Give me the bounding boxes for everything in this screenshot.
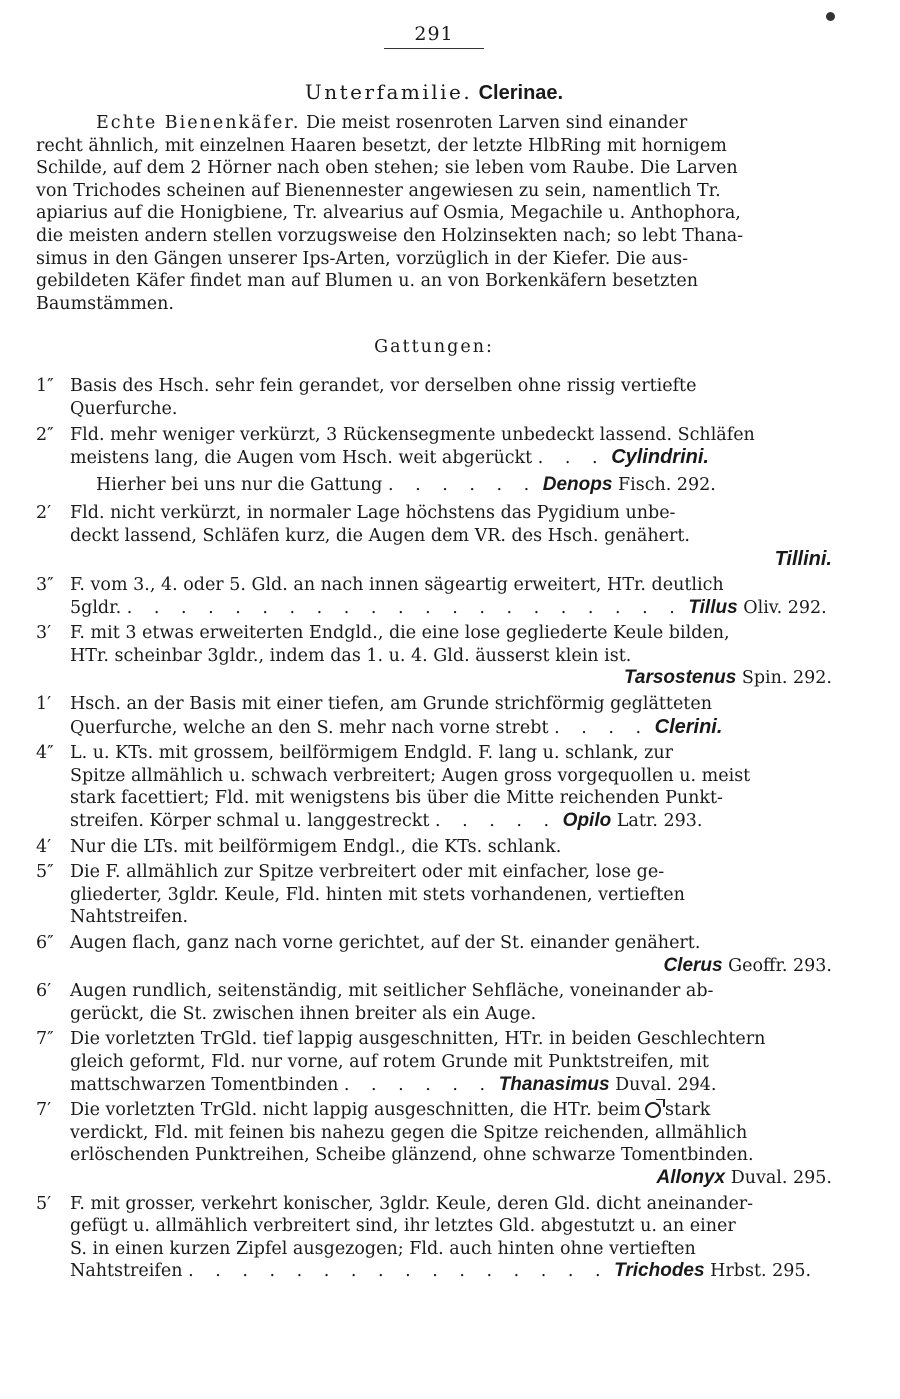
heading-prefix: Unterfamilie.	[304, 80, 473, 104]
key-entry: 4″ L. u. KTs. mit grossem, beilförmigem Endgld. F. lang u. schlank, zur Spitze allmählich u. schwach verbreitert; Augen gross vorgequollen u. meist stark facettiert; Fld. mit wenigstens bis über die Mitte reichenden Punkt- streifen. Körper schmal u. langgestreckt . . . . . Opilo Latr. 293.	[36, 743, 751, 832]
intro-lead: Echte Bienenkäfer.	[96, 113, 301, 133]
entry-number: 2′	[36, 503, 52, 524]
key-entry: 1″ Basis des Hsch. sehr fein gerandet, vor derselben ohne rissig vertiefte Querfurche.	[36, 376, 697, 419]
key-entry: 7″ Die vorletzten TrGld. tief lappig ausgeschnitten, HTr. in beiden Geschlechtern gleich geformt, Fld. nur vorne, auf rotem Grunde mit Punktstreifen, mit mattschwarzen Tomentbinden . . . . . . Thanasimus Duval. 294.	[36, 1029, 766, 1095]
key-entry: Hierher bei uns nur die Gattung . . . . . . Denops Fisch. 292.	[96, 473, 716, 495]
genera-subheading: Gattungen:	[374, 337, 494, 358]
entry-number: 4′	[36, 836, 52, 857]
intro-line-8: gebildeten Käfer findet man auf Blumen u. an von Borkenkäfern besetzten	[36, 271, 699, 292]
page-number-rule	[384, 48, 484, 49]
intro-line-2: recht ähnlich, mit einzelnen Haaren besetzt, der letzte HlbRing mit hornigem	[36, 135, 727, 156]
corner-ink-mark	[826, 12, 835, 21]
key-entry: 6″ Augen flach, ganz nach vorne gerichtet, auf der St. einander genähert. Clerus Geoffr. 293.	[36, 933, 832, 976]
book-page	[36, 22, 832, 1286]
intro-line-6: die meisten andern stellen vorzugsweise den Holzinsekten nach; so lebt Thana-	[36, 225, 744, 246]
intro-line-4: von Trichodes scheinen auf Bienennester angewiesen zu sein, namentlich Tr.	[36, 180, 721, 201]
key-entry: 2″ Fld. mehr weniger verkürzt, 3 Rückensegmente unbedeckt lassend. Schläfen meistens lang, die Augen vom Hsch. weit abgerückt . . . Cylindrini.	[36, 424, 755, 469]
key-entry: 5″ Die F. allmählich zur Spitze verbreitert oder mit einfacher, lose ge- gliederter, 3gldr. Keule, Fld. hinten mit stets vorhandenen, vertieften Nahtstreifen.	[36, 862, 685, 928]
genus-name: Thanasimus	[498, 1073, 610, 1095]
key-entry: 1′ Hsch. an der Basis mit einer tiefen, am Grunde strichförmig geglätteten Querfurche, welche an den S. mehr nach vorne strebt . . . . Clerini.	[36, 694, 723, 738]
subfamily-heading	[36, 79, 832, 106]
entry-number: 6′	[36, 981, 52, 1002]
intro-line-9: Baumstämmen.	[36, 293, 174, 314]
key-entry: 3′ F. mit 3 etwas erweiterten Endgld., die eine lose gegliederte Keule bilden, HTr. scheinbar 3gldr., indem das 1. u. 4. Gld. äusserst klein ist. Tarsostenus Spin. 292.	[36, 623, 832, 689]
tribe-name: Clerini.	[654, 715, 723, 738]
key-entry: 7′ Die vorletzten TrGld. nicht lappig ausgeschnitten, die HTr. beim stark verdickt, Fld. mit feinen bis nahezu gegen die Spitze reichenden, allmählich erlöschenden Punktreihen, Scheibe glänzend, ohne schwarze Tomentbinden. Allonyx Duval. 295.	[36, 1100, 832, 1188]
entry-number: 4″	[36, 743, 54, 764]
key-entry: 2′ Fld. nicht verkürzt, in normaler Lage höchstens das Pygidium unbe- deckt lassend, Schläfen kurz, die Augen dem VR. des Hsch. genähert. Tillini.	[36, 503, 832, 570]
key-entries	[36, 375, 832, 1283]
intro-line-7: simus in den Gängen unserer Ips-Arten, vorzüglich in der Kiefer. Die aus-	[36, 248, 689, 269]
entry-number: 5′	[36, 1193, 52, 1214]
intro-line-5: apiarius auf die Honigbiene, Tr. alvearius auf Osmia, Megachile u. Anthophora,	[36, 203, 741, 224]
entry-number: 7″	[36, 1029, 54, 1050]
tribe-name: Cylindrini.	[611, 446, 709, 469]
genus-name: Tarsostenus	[623, 667, 737, 689]
entry-number: 2″	[36, 424, 54, 445]
male-symbol-icon	[645, 1102, 661, 1118]
entry-number: 6″	[36, 933, 54, 953]
key-entry: 6′ Augen rundlich, seitenständig, mit seitlicher Sehfläche, voneinander ab- gerückt, die St. zwischen ihnen breiter als ein Auge.	[36, 981, 714, 1024]
entry-number: 3′	[36, 623, 52, 644]
entry-number: 7′	[36, 1100, 52, 1121]
intro-paragraph	[36, 112, 832, 315]
intro-line-3: Schilde, auf dem 2 Hörner nach oben stehen; sie leben vom Raube. Die Larven	[36, 158, 738, 179]
page-number: 291	[414, 23, 454, 45]
genus-name: Trichodes	[614, 1260, 705, 1282]
heading-name: Clerinae.	[478, 82, 564, 104]
entry-number: 1′	[36, 694, 52, 715]
entry-number: 5″	[36, 862, 54, 883]
entry-number: 1″	[36, 376, 54, 397]
genus-name: Opilo	[562, 810, 612, 832]
intro-line-1: Echte Bienenkäfer. Die meist rosenroten Larven sind einander	[96, 113, 688, 133]
genus-name: Clerus	[663, 954, 723, 976]
tribe-name: Tillini.	[774, 547, 832, 570]
key-entry: 5′ F. mit grosser, verkehrt konischer, 3gldr. Keule, deren Gld. dicht aneinander- gefügt u. allmählich verbreitert sind, ihr letztes Gld. abgestutzt u. an einer S. in einen kurzen Zipfel ausgezogen; Fld. auch hinten ohne vertieften Nahtstreifen . . . . . . . . . . . . . . . . Trichodes Hrbst. 295.	[36, 1193, 812, 1282]
genus-name: Denops	[542, 473, 613, 495]
genus-name: Tillus	[688, 596, 738, 618]
key-entry: 3″ F. vom 3., 4. oder 5. Gld. an nach innen sägeartig erweitert, HTr. deutlich 5gldr. . . . . . . . . . . . . . . . . . . . . . Tillus Oliv. 292.	[36, 575, 827, 618]
key-entry: 4′ Nur die LTs. mit beilförmigem Endgl., die KTs. schlank.	[36, 836, 562, 857]
entry-number: 3″	[36, 575, 54, 596]
genus-name: Allonyx	[656, 1166, 726, 1188]
